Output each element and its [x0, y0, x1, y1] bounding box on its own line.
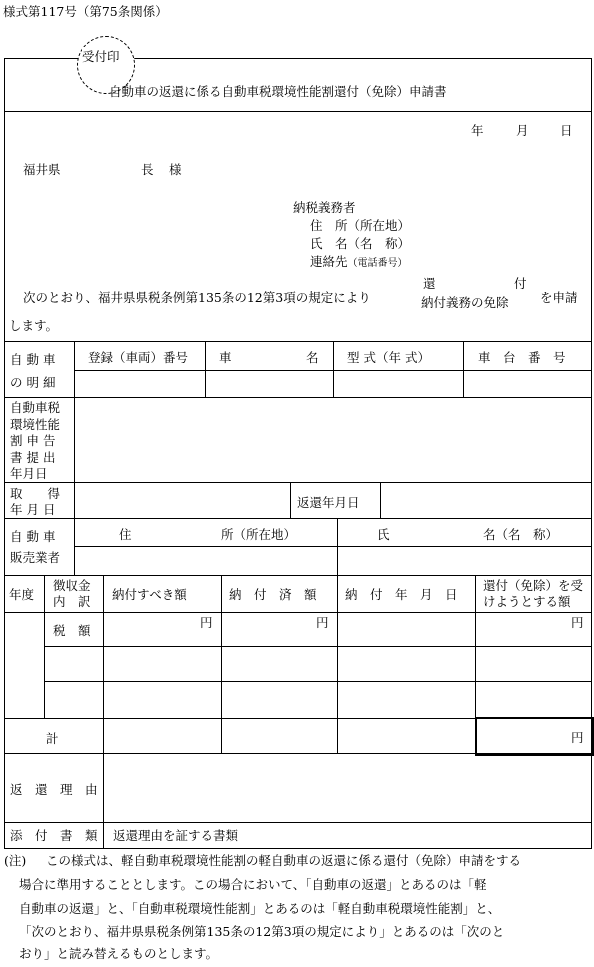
taxpayer-address-label: 住 所（所在地） [310, 218, 411, 233]
taxpayer-name-label: 氏 名（名 称） [310, 236, 411, 251]
dealer-label-2: 販売業者 [10, 550, 61, 565]
tax-col-year: 年度 [9, 587, 35, 602]
addressee-prefecture: 福井県 [23, 162, 61, 177]
vehicle-top-line [4, 341, 592, 342]
note-line-3: 自動車の返還」と、「自動車税環境性能割」とあるのは「軽自動車税環境性能割」と、 [19, 901, 501, 916]
return-date-divider-right [380, 482, 381, 518]
return-reason-label: 返 還 理 由 [10, 782, 98, 797]
report-date-top-line [4, 397, 592, 398]
vehicle-col-2 [333, 341, 334, 397]
tax-col-payable: 納付すべき額 [112, 587, 187, 602]
vehicle-col-3 [463, 341, 464, 397]
dealer-col-divider [337, 518, 338, 575]
date-day: 日 [560, 123, 573, 138]
tax-col-paid-date: 納 付 年 月 日 [345, 587, 458, 602]
date-month: 月 [516, 123, 529, 138]
return-reason-divider [103, 753, 104, 848]
tax-row-label: 税 額 [53, 623, 91, 638]
vehicle-col-reg: 登録（車両）番号 [88, 350, 189, 365]
report-date-divider [74, 397, 75, 482]
tax-col-category-divider [103, 575, 104, 753]
title-divider [4, 111, 592, 112]
tax-row-1-line [44, 646, 592, 647]
return-date-label: 返還年月日 [297, 495, 360, 510]
acquisition-label-2: 年 月 日 [10, 502, 56, 517]
note-line-1: この様式は、軽自動車税環境性能割の軽自動車の返還に係る還付（免除）申請をする [46, 853, 522, 868]
note-line-4: 「次のとおり、福井県県税条例第135条の12第3項の規定により」とあるのは「次のと [19, 924, 505, 939]
acquisition-label-1: 取 得 [10, 486, 61, 501]
form-number: 様式第117号（第75条関係） [3, 4, 168, 19]
vehicle-col-chassis: 車 台 番 号 [478, 350, 566, 365]
statement-option-refund-a: 還 [423, 276, 436, 291]
vehicle-col-model: 型 式（年 式） [347, 350, 430, 365]
frame-left [4, 58, 5, 849]
attachment-value: 返還理由を証する書類 [113, 828, 239, 843]
tax-col-category-1: 徴収金 [53, 578, 91, 593]
statement-text: 次のとおり、福井県県税条例第135条の12第3項の規定により [23, 290, 371, 305]
tax-col-payable-divider [221, 575, 222, 753]
attachment-label: 添 付 書 類 [10, 828, 98, 843]
tax-col-refund-2: けようとする額 [483, 594, 571, 609]
note-prefix: (注) [4, 853, 27, 868]
note-line-5: おり」と読み替えるものとします。 [19, 946, 219, 961]
vehicle-label-2: の 明 細 [10, 375, 56, 390]
taxpayer-heading: 納税義務者 [293, 200, 356, 215]
note-line-2: 場合に準用することとします。この場合において、「自動車の返還」とあるのは「軽 [19, 877, 487, 892]
form-title: 自動車の返還に係る自動車税環境性能割還付（免除）申請書 [109, 84, 447, 99]
tax-row-2-line [44, 681, 592, 682]
payable-yen-unit: 円 [200, 615, 213, 630]
refund-yen-unit: 円 [571, 615, 584, 630]
dealer-top-line [4, 518, 592, 519]
tax-col-category-2: 内 訳 [53, 594, 91, 609]
taxpayer-contact-label: 連絡先（電話番号） [310, 254, 408, 269]
paid-yen-unit: 円 [316, 615, 329, 630]
return-date-divider-left [290, 482, 291, 518]
dealer-name-a: 氏 [377, 527, 390, 542]
tax-col-paid: 納 付 済 額 [229, 587, 317, 602]
addressee-chief: 長 [141, 162, 154, 177]
tax-col-paid-divider [337, 575, 338, 753]
total-label: 計 [46, 731, 59, 746]
attachment-top-line [4, 822, 592, 823]
return-reason-top-line [4, 753, 592, 754]
statement-option-refund-b: 付 [514, 276, 527, 291]
vehicle-col-name-a: 車 [219, 350, 232, 365]
dealer-address-a: 住 [119, 527, 132, 542]
total-yen-unit: 円 [571, 730, 584, 745]
statement-after: を申請 [540, 290, 578, 305]
dealer-label-1: 自 動 車 [10, 529, 56, 544]
vehicle-col-name-b: 名 [306, 350, 319, 365]
vehicle-label-1: 自 動 車 [10, 352, 56, 367]
report-date-label: 自動車税 環境性能 割 申 告 書 提 出 年月日 [10, 400, 61, 481]
date-year: 年 [471, 123, 484, 138]
vehicle-col-1 [205, 341, 206, 397]
dealer-header-line [74, 546, 592, 547]
tax-col-refund-1: 還付（免除）を受 [483, 578, 584, 593]
acquisition-top-line [4, 482, 592, 483]
statement-option-exemption: 納付義務の免除 [421, 295, 509, 310]
stamp-label: 受付印 [82, 49, 120, 64]
addressee-honorific: 様 [169, 162, 182, 177]
acquisition-divider [74, 482, 75, 518]
dealer-name-b: 名（名 称） [483, 527, 559, 542]
tax-table-header-line [4, 612, 592, 613]
statement-continuation: します。 [9, 318, 59, 333]
vehicle-label-divider [74, 341, 75, 397]
dealer-address-b: 所（所在地） [221, 527, 297, 542]
